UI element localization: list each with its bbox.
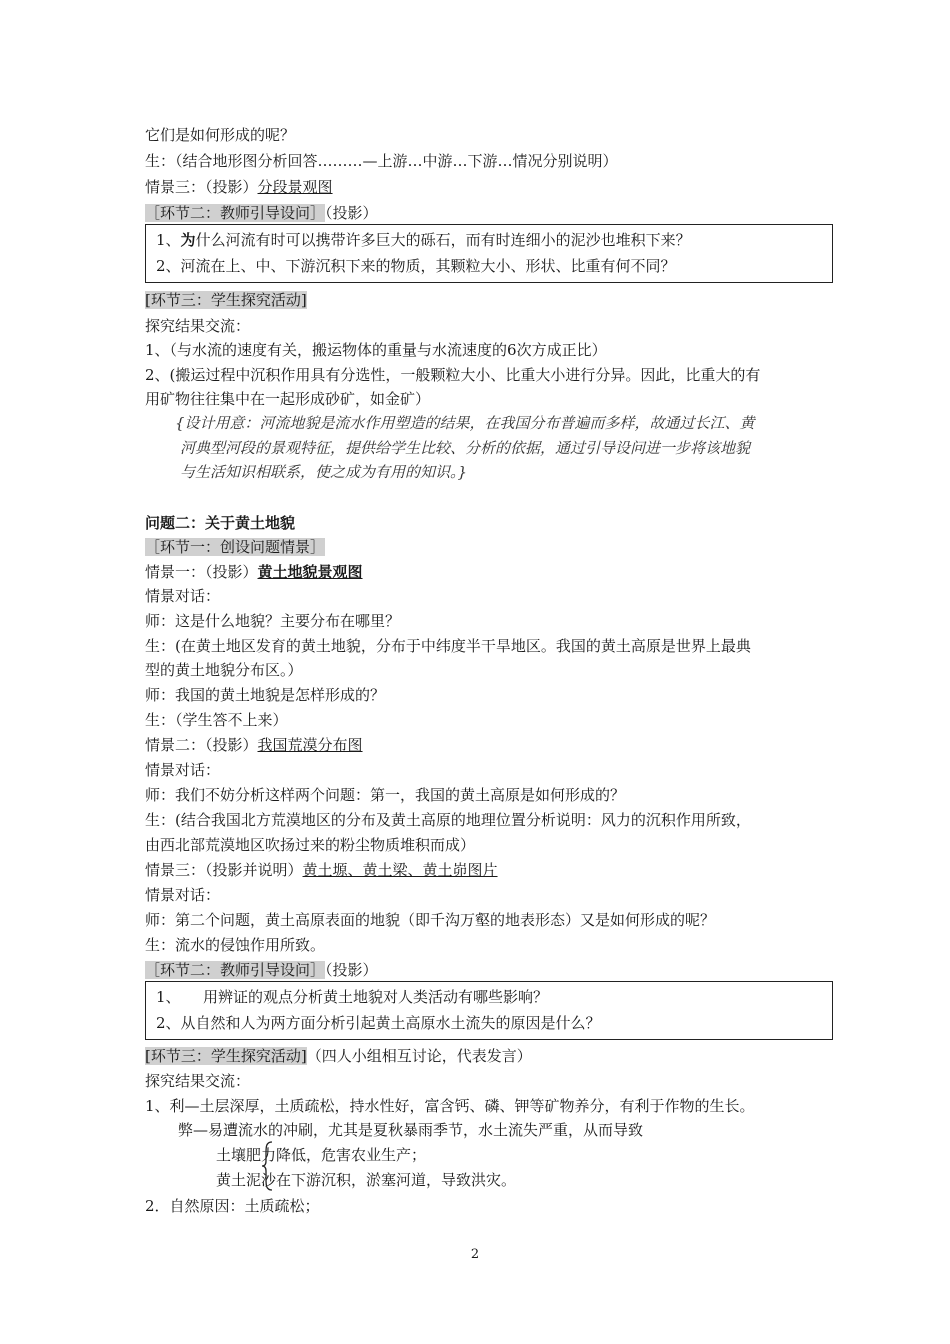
- text-line: 师：第二个问题，黄土高原表面的地貌（即千沟万壑的地表形态）又是如何形成的呢？: [145, 911, 716, 929]
- scene-label: 情景二：（投影）: [145, 736, 258, 754]
- text-line: [145, 960, 378, 980]
- design-note-line: 与生活知识相联系，使之成为有用的知识。}: [180, 463, 468, 481]
- text-line: 师：这是什么地貌？主要分布在哪里？: [145, 612, 401, 630]
- text-line: 2、(搬运过程中沉积作用具有分选性，一般颗粒大小、比重大小进行分异。因此，比重大的有: [145, 366, 761, 384]
- design-note-line: 河典型河段的景观特征，提供给学生比较、分析的依据，通过引导设问进一步将该地貌: [180, 439, 751, 457]
- text-line: 2．自然原因：土质疏松；: [145, 1197, 320, 1215]
- question-number: 1、: [156, 231, 181, 249]
- text-line: 探究结果交流：: [145, 1072, 251, 1090]
- text-line: 探究结果交流：: [145, 317, 251, 335]
- text-line: [145, 562, 363, 582]
- text-line: 师：我国的黄土地貌是怎样形成的？: [145, 686, 386, 704]
- text-line: [145, 203, 378, 223]
- scene-label: 情景三：（投影并说明）: [145, 861, 303, 879]
- text-line: 师：我们不妨分析这样两个问题：第一，我国的黄土高原是如何形成的？: [145, 786, 626, 804]
- section-tag-suffix: （投影）: [325, 961, 378, 979]
- text-line: [145, 735, 363, 755]
- section-tag: [环节三：学生探究活动]: [145, 1047, 307, 1065]
- page-number: 2: [470, 1247, 480, 1262]
- question-line: [156, 230, 691, 250]
- question-box-1: [145, 224, 833, 283]
- text-line: 生：（学生答不上来）: [145, 711, 288, 729]
- section-tag-suffix: （四人小组相互讨论，代表发言）: [306, 1047, 532, 1065]
- question-line: 2、河流在上、中、下游沉积下来的物质，其颗粒大小、形状、比重有何不同？: [156, 257, 676, 275]
- text-line: 情景对话：: [145, 886, 221, 904]
- question-text: 什么河流有时可以携带许多巨大的砾石，而有时连细小的泥沙也堆积下来？: [195, 231, 691, 249]
- question-line: 1、 用辨证的观点分析黄土地貌对人类活动有哪些影响？: [156, 988, 549, 1006]
- section-tag-suffix: （投影）: [325, 204, 378, 222]
- text-line: 它们是如何形成的呢？: [145, 126, 296, 144]
- section-tag: ［环节二：教师引导设问］: [145, 961, 326, 979]
- text-line: [145, 290, 307, 310]
- question-bold-char: 为: [180, 231, 196, 249]
- scene-label: 情景一：（投影）: [145, 563, 258, 581]
- question-box-2: [145, 981, 833, 1040]
- scene-figure-link: 分段景观图: [257, 178, 333, 196]
- text-line: [145, 860, 498, 880]
- text-line: [145, 537, 325, 557]
- question-line: 2、从自然和人为两方面分析引起黄土高原水土流失的原因是什么？: [156, 1014, 601, 1032]
- text-line: 弊—易遭流水的冲刷，尤其是夏秋暴雨季节，水土流失严重，从而导致: [178, 1121, 644, 1139]
- text-line: 情景对话：: [145, 587, 221, 605]
- question-heading: 问题二：关于黄土地貌: [145, 514, 296, 532]
- text-line: 用矿物往往集中在一起形成砂矿，如金矿）: [145, 390, 431, 408]
- text-line: [145, 177, 333, 197]
- scene-figure-link: 我国荒漠分布图: [257, 736, 363, 754]
- section-tag: ［环节一：创设问题情景］: [145, 538, 326, 556]
- text-line: 1、（与水流的速度有关，搬运物体的重量与水流速度的6次方成正比）: [145, 341, 607, 359]
- text-line: 生：(结合我国北方荒漠地区的分布及黄土高原的地理位置分析说明：风力的沉积作用所致，: [145, 811, 751, 829]
- text-line: 生：（结合地形图分析回答………—上游…中游…下游…情况分别说明）: [145, 152, 618, 170]
- text-line: 型的黄土地貌分布区。）: [145, 661, 303, 679]
- design-note-line: {设计用意：河流地貌是流水作用塑造的结果，在我国分布普遍而多样，故通过长江、黄: [175, 414, 755, 432]
- section-tag: ［环节二：教师引导设问］: [145, 204, 326, 222]
- text-line: [145, 1046, 532, 1066]
- scene-figure-link: 黄土地貌景观图: [257, 563, 363, 581]
- scene-label: 情景三：（投影）: [145, 178, 258, 196]
- text-line: 生：(在黄土地区发育的黄土地貌，分布于中纬度半干旱地区。我国的黄土高原是世界上最典: [145, 637, 751, 655]
- text-line: 由西北部荒漠地区吹扬过来的粉尘物质堆积而成）: [145, 836, 476, 854]
- text-line: 土壤肥力降低，危害农业生产；: [216, 1146, 427, 1164]
- text-line: 黄土泥沙在下游沉积，淤塞河道，导致洪灾。: [216, 1171, 517, 1189]
- brace-icon: [262, 1141, 274, 1191]
- text-line: 1、利—土层深厚，土质疏松，持水性好，富含钙、磷、钾等矿物养分，有利于作物的生长。: [145, 1097, 755, 1115]
- scene-figure-link: 黄土塬、黄土梁、黄土峁图片: [302, 861, 498, 879]
- text-line: 情景对话：: [145, 761, 221, 779]
- section-tag: [环节三：学生探究活动]: [145, 291, 307, 309]
- text-line: 生：流水的侵蚀作用所致。: [145, 936, 326, 954]
